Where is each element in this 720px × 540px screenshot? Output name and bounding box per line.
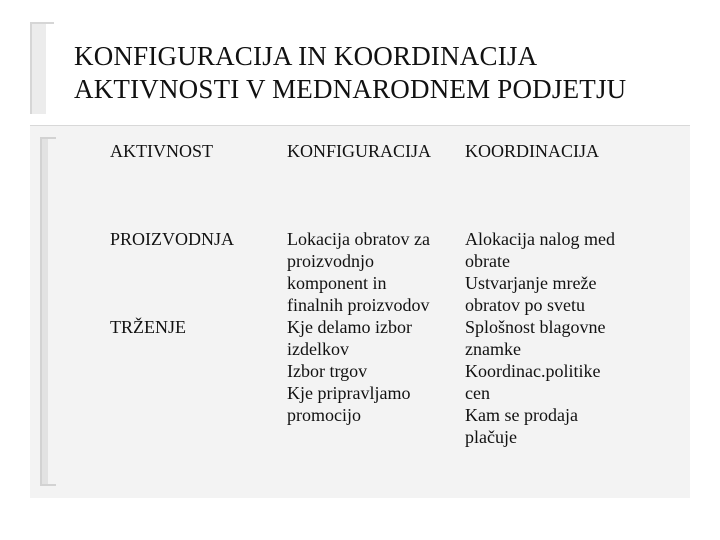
coordination-line: Ustvarjanje mreže [465, 273, 597, 293]
slide-title-line-2: AKTIVNOSTI V MEDNARODNEM PODJETJU [74, 74, 627, 104]
configuration-cell [287, 228, 457, 316]
header-configuration: KONFIGURACIJA [287, 141, 432, 161]
coordination-line: obrate [465, 251, 510, 271]
coordination-line: obratov po svetu [465, 295, 585, 315]
configuration-line: promocijo [287, 405, 361, 425]
configuration-line: Lokacija obratov za [287, 229, 430, 249]
title-bracket-decoration [30, 22, 54, 114]
slide-title [74, 40, 694, 106]
configuration-line: komponent in [287, 273, 387, 293]
configuration-line: finalnih proizvodov [287, 295, 430, 315]
configuration-line: Kje pripravljamo [287, 383, 411, 403]
coordination-line: znamke [465, 339, 521, 359]
coordination-line: cen [465, 383, 490, 403]
configuration-line: Izbor trgov [287, 361, 368, 381]
activity-table [110, 140, 670, 448]
coordination-line: Kam se prodaja [465, 405, 578, 425]
panel-bracket-decoration [40, 137, 56, 486]
activity-name: TRŽENJE [110, 317, 186, 337]
header-coordination: KOORDINACIJA [465, 141, 599, 161]
coordination-line: Alokacija nalog med [465, 229, 615, 249]
configuration-line: izdelkov [287, 339, 349, 359]
configuration-cell [287, 316, 457, 426]
coordination-line: Splošnost blagovne [465, 317, 606, 337]
activity-name: PROIZVODNJA [110, 229, 235, 249]
coordination-line: Koordinac.politike [465, 361, 601, 381]
table-row-proizvodnja [110, 228, 670, 316]
table-header-row [110, 140, 670, 228]
header-activity: AKTIVNOST [110, 141, 213, 161]
configuration-line: proizvodnjo [287, 251, 374, 271]
table-row-trzenje [110, 316, 670, 448]
slide-title-line-1: KONFIGURACIJA IN KOORDINACIJA [74, 41, 538, 71]
configuration-line: Kje delamo izbor [287, 317, 412, 337]
coordination-cell [465, 316, 645, 448]
coordination-cell [465, 228, 645, 316]
coordination-line: plačuje [465, 427, 517, 447]
